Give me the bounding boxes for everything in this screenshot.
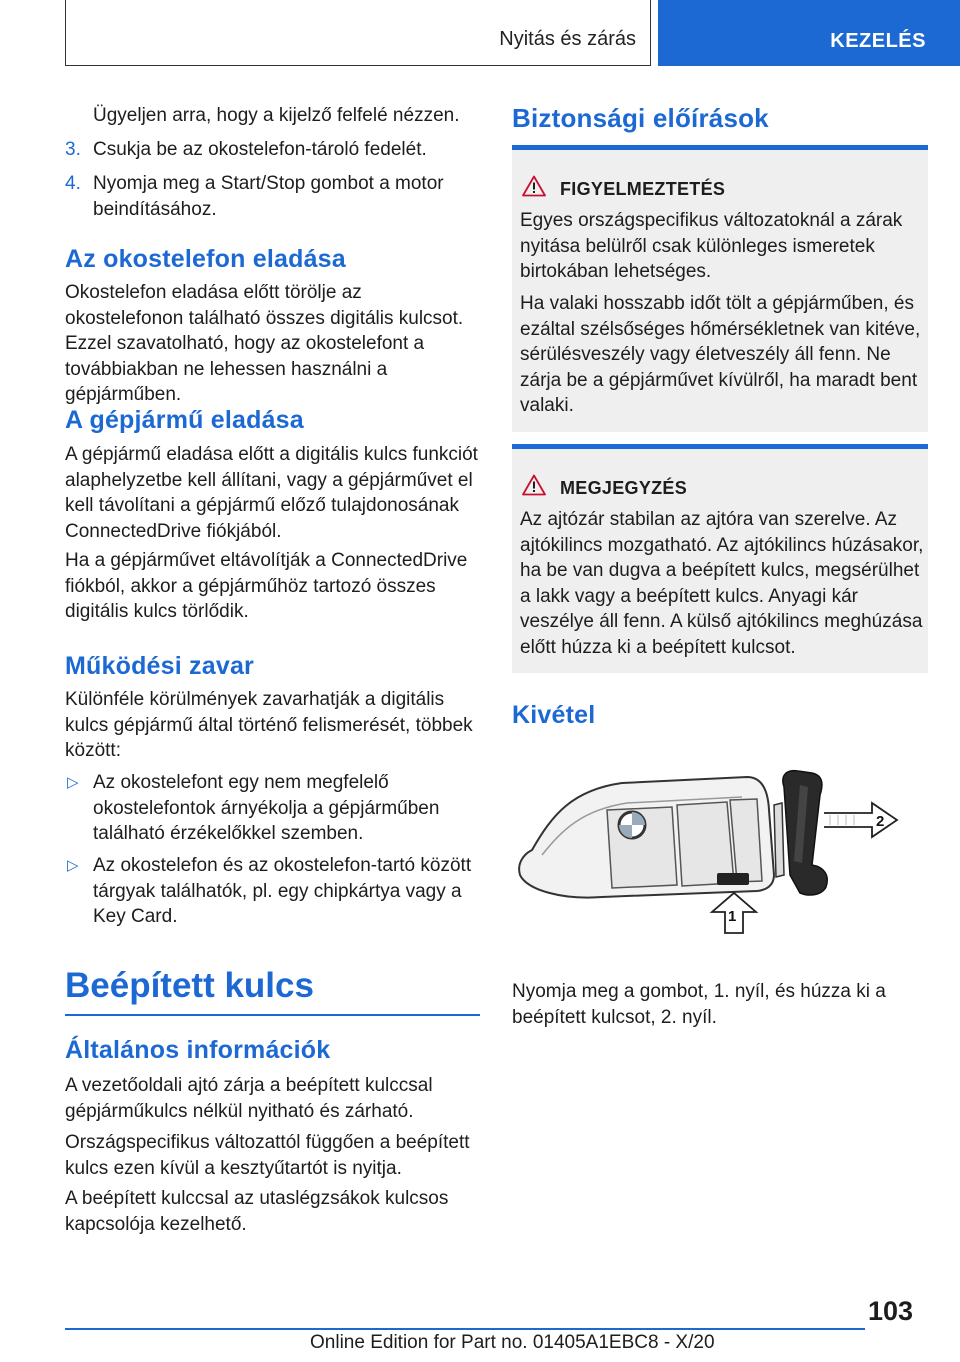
arrow-1-label: 1 (728, 908, 737, 925)
note-label: MEGJEGYZÉS (560, 478, 688, 498)
paragraph-integrated-key-1: A vezetőoldali ajtó zárja a beépített kulccsal gépjárműkulcs nélkül nyitható és zárható. (65, 1075, 433, 1122)
heading-malfunction: Működési zavar (65, 652, 254, 680)
warning-triangle-icon (522, 175, 546, 197)
edition-note: Online Edition for Part no. 01405A1EBC8 - X/20 (310, 1332, 715, 1353)
header-chapter-tab (658, 0, 960, 66)
paragraph-malfunction: Különféle körülmények zavarhatják a digitális kulcs gépjármű által történő felismerését, többek között: (65, 689, 473, 761)
note-paragraph: Az ajtózár stabilan az ajtóra van szerelve. Az ajtókilincs mozgatható. Az ajtókilincs húzásakor, ha be van dugva a beépített kulcs, megsérülhet a lakk vagy a beépített kulcs. Anyagi kár veszélye áll fenn. A külső ajtókilincs meghúzása előtt húzza ki a beépített kulcsot. (520, 509, 924, 658)
paragraph-sell-vehicle-2: Ha a gépjárművet eltávolítják a ConnectedDrive fiókból, akkor a gépjárműhöz tartozó összes digitális kulcs törlődik. (65, 550, 468, 622)
paragraph-integrated-key-2: Országspecifikus változattól függően a beépített kulcs ezen kívül a kesztyűtartót is nyitja. (65, 1132, 470, 1179)
warning-paragraph-2: Ha valaki hosszabb időt tölt a gépjárműben, és ezáltal szélsőséges hőmérsékletnek van kitéve, sérülésveszély vagy életveszély áll fenn. Ne zárja be a gépjárművet kívülről, ha maradt bent valaki. (520, 293, 921, 416)
heading-sell-vehicle: A gépjármű eladása (65, 406, 304, 434)
arrow-2-label: 2 (876, 813, 885, 830)
warning-paragraph-1: Egyes országspecifikus változatoknál a zárak nyitása belülről csak különleges ismeretek birtokában lehetséges. (520, 210, 903, 282)
heading-rule (65, 1014, 480, 1016)
page-header (0, 0, 960, 66)
paragraph-sell-phone: Okostelefon eladása előtt törölje az okostelefonon található összes digitális kulcsot. Ezzel szavatolható, hogy az okostelefont a továbbiakban ne lehessen használni a gépjárműben. (65, 282, 464, 405)
note-box (512, 444, 928, 673)
warning-triangle-icon (522, 474, 546, 496)
header-section-box (65, 0, 651, 66)
step-text: Nyomja meg a Start/Stop gombot a motor beindításához. (93, 173, 444, 220)
page-number: 103 (868, 1296, 914, 1326)
step-number: 3. (65, 139, 81, 160)
heading-sell-phone: Az okostelefon eladása (65, 245, 346, 273)
bullet-item: Az okostelefon és az okostelefon-tartó között tárgyak találhatók, pl. egy chipkártya vagy a Key Card. (93, 855, 472, 927)
warning-box (512, 145, 928, 432)
paragraph-removal: Nyomja meg a gombot, 1. nyíl, és húzza ki a beépített kulcsot, 2. nyíl. (512, 981, 886, 1028)
heading-general-info: Általános információk (65, 1036, 331, 1064)
integrated-key-illustration (512, 755, 928, 945)
footer-rule (65, 1328, 865, 1330)
paragraph-integrated-key-3: A beépített kulccsal az utaslégzsákok kulcsos kapcsolója kezelhető. (65, 1188, 449, 1235)
step-number: 4. (65, 173, 81, 194)
header-chapter-label: KEZELÉS (830, 30, 926, 52)
step-text: Csukja be az okostelefon-tároló fedelét. (93, 139, 427, 160)
bullet-triangle-icon: ▷ (67, 774, 79, 791)
heading-removal: Kivétel (512, 701, 596, 729)
step-continuation: Ügyeljen arra, hogy a kijelző felfelé nézzen. (93, 105, 460, 126)
bullet-item: Az okostelefont egy nem megfelelő okostelefontok árnyékolja a gépjárműben található érzékelőkkel szemben. (93, 772, 440, 844)
heading-safety: Biztonsági előírások (512, 103, 769, 133)
warning-label: FIGYELMEZTETÉS (560, 179, 726, 199)
bullet-triangle-icon: ▷ (67, 857, 79, 874)
header-section-title: Nyitás és zárás (499, 28, 636, 50)
paragraph-sell-vehicle-1: A gépjármű eladása előtt a digitális kulcs funkciót alaphelyzetbe kell állítani, vagy a gépjárművet el kell távolítani a gépjármű előző tulajdonosának ConnectedDrive fiókjából. (65, 444, 478, 542)
chapter-heading-integrated-key: Beépített kulcs (65, 966, 314, 1005)
